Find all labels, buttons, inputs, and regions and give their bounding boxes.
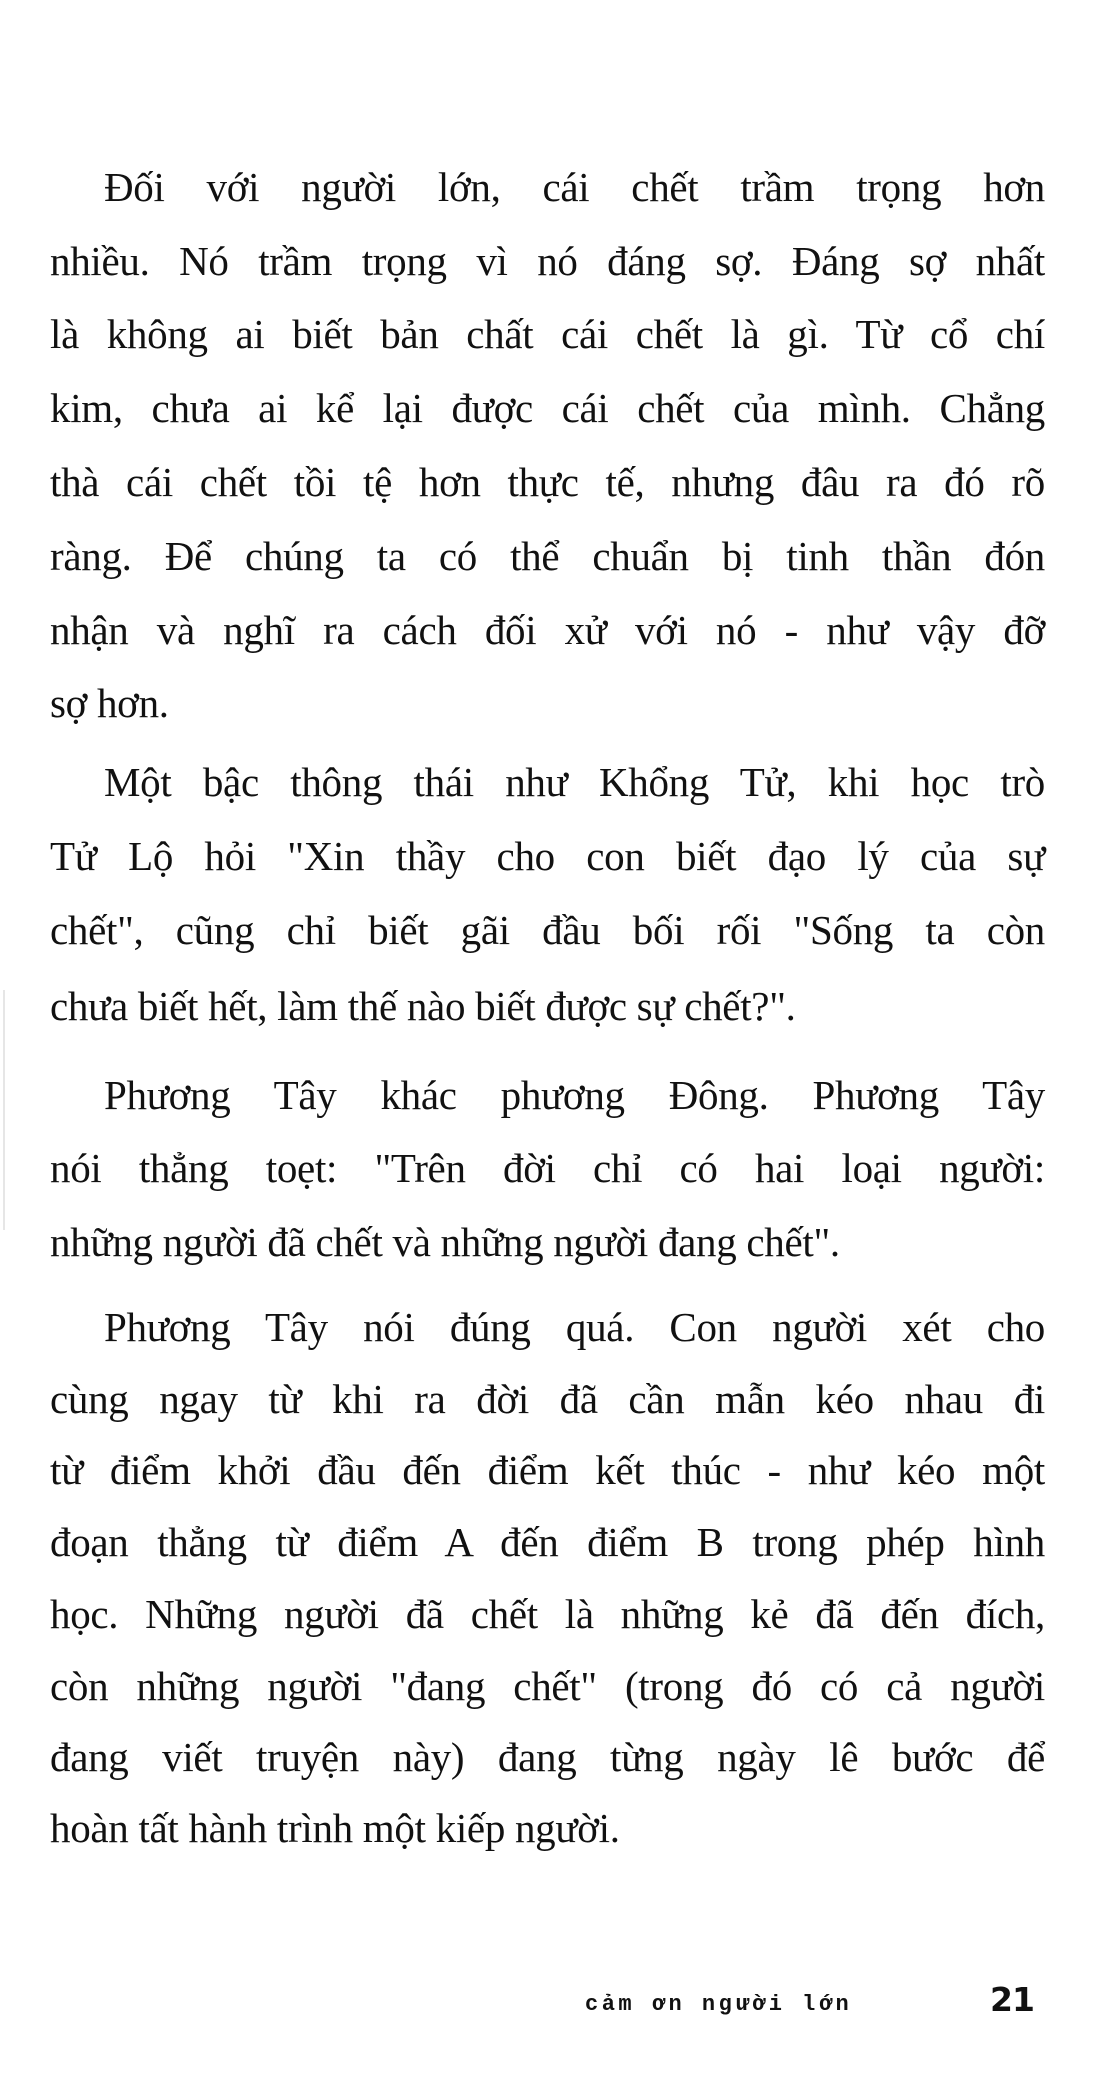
- text-line: sợ hơn.: [50, 680, 169, 726]
- running-footer-title: cảm ơn người lớn: [585, 1992, 853, 2017]
- text-line: nhiều. Nó trầm trọng vì nó đáng sợ. Đáng sợ nhất: [50, 238, 1045, 284]
- text-line: Một bậc thông thái như Khổng Tử, khi học trò: [104, 759, 1045, 805]
- text-line: Đối với người lớn, cái chết trầm trọng hơn: [104, 164, 1045, 210]
- text-line: là không ai biết bản chất cái chết là gì. Từ cổ chí: [50, 311, 1045, 357]
- text-line: chưa biết hết, làm thế nào biết được sự chết?".: [50, 983, 796, 1029]
- text-line: từ điểm khởi đầu đến điểm kết thúc - như kéo một: [50, 1447, 1045, 1493]
- text-line: nói thẳng toẹt: "Trên đời chỉ có hai loại người:: [50, 1145, 1045, 1191]
- text-line: hoàn tất hành trình một kiếp người.: [50, 1805, 620, 1851]
- text-line: thà cái chết tồi tệ hơn thực tế, nhưng đâu ra đó rõ: [50, 459, 1045, 505]
- page-number: 21: [990, 1980, 1034, 2019]
- text-line: Tử Lộ hỏi "Xin thầy cho con biết đạo lý của sự: [50, 833, 1045, 879]
- text-line: đoạn thẳng từ điểm A đến điểm B trong phép hình: [50, 1519, 1045, 1565]
- text-line: Phương Tây khác phương Đông. Phương Tây: [104, 1072, 1045, 1118]
- scan-edge-artifact: [3, 990, 5, 1230]
- text-line: kim, chưa ai kể lại được cái chết của mình. Chẳng: [50, 385, 1045, 431]
- text-line: chết", cũng chỉ biết gãi đầu bối rối "Sống ta còn: [50, 907, 1045, 953]
- text-line: học. Những người đã chết là những kẻ đã đến đích,: [50, 1591, 1045, 1637]
- text-line: còn những người "đang chết" (trong đó có cả người: [50, 1663, 1045, 1709]
- text-line: đang viết truyện này) đang từng ngày lê bước để: [50, 1734, 1045, 1780]
- text-line: cùng ngay từ khi ra đời đã cần mẫn kéo nhau đi: [50, 1376, 1045, 1422]
- text-line: những người đã chết và những người đang chết".: [50, 1219, 840, 1265]
- text-line: Phương Tây nói đúng quá. Con người xét cho: [104, 1304, 1045, 1350]
- text-line: nhận và nghĩ ra cách đối xử với nó - như vậy đỡ: [50, 607, 1045, 653]
- text-line: ràng. Để chúng ta có thể chuẩn bị tinh thần đón: [50, 533, 1045, 579]
